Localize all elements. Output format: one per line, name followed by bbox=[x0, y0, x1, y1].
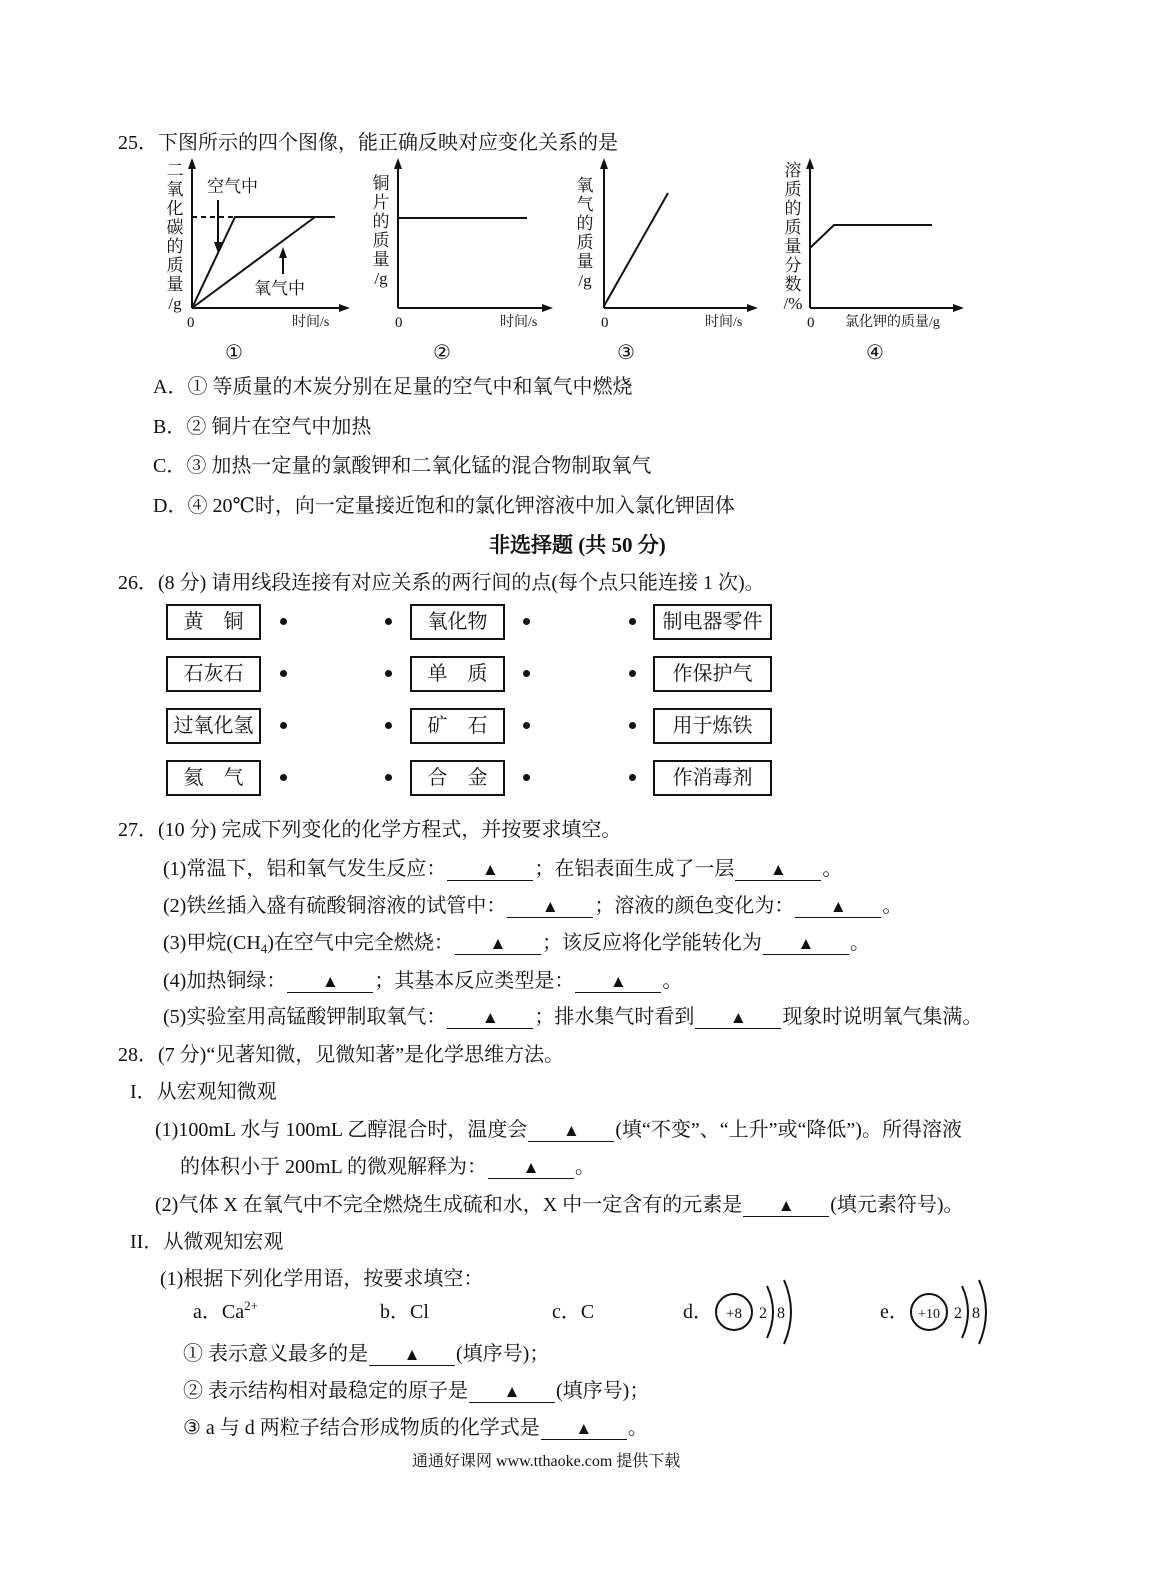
text-segment: )在空气中完全燃烧： bbox=[267, 932, 454, 954]
answer-blank: ▲ bbox=[795, 897, 881, 918]
y-axis-label-char: 质 bbox=[784, 218, 802, 237]
chem-symbol-a bbox=[193, 1300, 258, 1324]
y-axis-label-char: 溶 bbox=[784, 161, 802, 180]
graph-3 bbox=[600, 158, 758, 312]
answer-blank: ▲ bbox=[528, 1121, 614, 1142]
y-axis-label-char: 量 bbox=[576, 252, 594, 271]
q26-connect-dot bbox=[280, 670, 287, 677]
q27-item-4 bbox=[163, 969, 682, 993]
text-segment: (3)甲烷(CH bbox=[163, 932, 261, 954]
q26-connect-dot bbox=[523, 670, 530, 677]
graph-3-origin-label: 0 bbox=[601, 315, 609, 331]
q26-connect-dot bbox=[385, 618, 392, 625]
q28-part2-question-2 bbox=[183, 1379, 649, 1403]
text-segment: (填元素符号)。 bbox=[830, 1194, 964, 1216]
q28-part1-line-3 bbox=[155, 1193, 964, 1217]
graph-4-y-axis-arrow bbox=[806, 158, 814, 169]
q26-connect-dot bbox=[280, 722, 287, 729]
answer-blank: ▲ bbox=[447, 860, 533, 881]
q25-stem: 25．下图所示的四个图像，能正确反映对应变化关系的是 bbox=[118, 132, 618, 154]
q28-part2-intro: (1)根据下列化学用语，按要求填空： bbox=[160, 1268, 484, 1290]
text-segment: 的体积小于 200mL 的微观解释为： bbox=[180, 1156, 488, 1178]
text-segment: (4)加热铜绿： bbox=[163, 970, 287, 992]
q26-left-box-4: 氦 气 bbox=[166, 760, 261, 796]
y-axis-label-char: 分 bbox=[784, 256, 802, 275]
graph-3-curve bbox=[604, 193, 668, 306]
text-segment: 。 bbox=[822, 858, 843, 880]
q26-left-box-2: 石灰石 bbox=[166, 656, 261, 692]
answer-blank: ▲ bbox=[763, 934, 849, 955]
graph-1-y-axis-label bbox=[163, 161, 187, 313]
graph-2-origin-label: 0 bbox=[395, 315, 403, 331]
atom-structure-diagram-e bbox=[907, 1278, 991, 1346]
text-segment: 现象时说明氧气集满。 bbox=[782, 1006, 983, 1028]
y-axis-label-char: 铜 bbox=[372, 174, 390, 193]
text-segment: (2)气体 X 在氧气中不完全燃烧生成硫和水，X 中一定含有的元素是 bbox=[155, 1194, 743, 1216]
q28-stem: 28．(7 分)“见著知微，见微知著”是化学思维方法。 bbox=[118, 1044, 565, 1066]
y-axis-label-char: 质 bbox=[372, 231, 390, 250]
q26-connect-dot bbox=[629, 774, 636, 781]
atom-d-shell-2-count: 8 bbox=[777, 1305, 785, 1322]
graph-3-x-axis-arrow bbox=[747, 304, 758, 312]
graph-4-x-axis-label: 氯化钾的质量/g bbox=[845, 315, 940, 330]
answer-blank: ▲ bbox=[287, 972, 373, 993]
q26-connect-dot bbox=[523, 618, 530, 625]
q28-part2-question-1 bbox=[183, 1342, 549, 1366]
answer-blank: ▲ bbox=[507, 897, 593, 918]
y-axis-label-char: 的 bbox=[784, 199, 802, 218]
graph-3-y-axis-label bbox=[573, 176, 597, 290]
y-axis-label-char: 质 bbox=[784, 180, 802, 199]
text-segment: (填序号)； bbox=[456, 1343, 550, 1365]
text-segment: ；其基本反应类型是： bbox=[374, 970, 575, 992]
y-axis-label-char: /g bbox=[578, 271, 592, 290]
answer-blank: ▲ bbox=[575, 972, 661, 993]
answer-blank: ▲ bbox=[541, 1419, 627, 1440]
text-segment: (2)铁丝插入盛有硫酸铜溶液的试管中： bbox=[163, 895, 507, 917]
q26-left-box-1: 黄 铜 bbox=[166, 604, 261, 640]
y-axis-label-char: 质 bbox=[166, 256, 184, 275]
graph-2-x-axis-label: 时间/s bbox=[500, 315, 538, 330]
atom-d-nucleus-charge: +8 bbox=[726, 1306, 742, 1322]
q26-right-box-2: 作保护气 bbox=[653, 656, 772, 692]
q25-option-b: B．② 铜片在空气中加热 bbox=[153, 416, 372, 438]
q26-connect-dot bbox=[280, 618, 287, 625]
graph-4-origin-label: 0 bbox=[807, 315, 815, 331]
text-segment: c．C bbox=[552, 1301, 595, 1323]
y-axis-label-char: 量 bbox=[784, 237, 802, 256]
graph-1-oxygen-label: 氧气中 bbox=[254, 279, 305, 298]
q26-right-box-3: 用于炼铁 bbox=[653, 708, 772, 744]
y-axis-label-char: 质 bbox=[576, 233, 594, 252]
graph-4-x-axis-arrow bbox=[953, 304, 964, 312]
q27-item-2 bbox=[163, 894, 902, 918]
text-segment: 。 bbox=[575, 1156, 596, 1178]
text-segment: (填“不变”、“上升”或“降低”)。所得溶液 bbox=[615, 1119, 962, 1141]
y-axis-label-char: /% bbox=[783, 294, 803, 313]
y-axis-label-char: 碳 bbox=[166, 218, 184, 237]
text-segment: ② 表示结构相对最稳定的原子是 bbox=[183, 1380, 468, 1402]
y-axis-label-char: 量 bbox=[372, 250, 390, 269]
graph-1-y-axis-arrow bbox=[188, 158, 196, 169]
y-axis-label-char: 气 bbox=[576, 195, 594, 214]
graph-2-y-axis-label bbox=[369, 174, 393, 288]
y-axis-label-char: 化 bbox=[166, 199, 184, 218]
text-segment: ；排水集气时看到 bbox=[534, 1006, 695, 1028]
q26-middle-box-4: 合 金 bbox=[410, 760, 505, 796]
graph-1-oxygen-arrowhead bbox=[279, 247, 287, 258]
graph-1-origin-label: 0 bbox=[187, 315, 195, 331]
q27-stem: 27．(10 分) 完成下列变化的化学方程式，并按要求填空。 bbox=[118, 819, 622, 841]
answer-blank: ▲ bbox=[735, 860, 821, 881]
answer-blank: ▲ bbox=[369, 1345, 455, 1366]
y-axis-label-char: 片 bbox=[372, 193, 390, 212]
graph-1-number: ① bbox=[225, 342, 243, 364]
atom-d-shell-arc-2 bbox=[784, 1280, 791, 1344]
q26-connect-dot bbox=[385, 722, 392, 729]
q26-right-box-4: 作消毒剂 bbox=[653, 760, 772, 796]
graph-4 bbox=[806, 158, 964, 312]
atom-e-shell-arc-1 bbox=[962, 1286, 968, 1338]
q26-connect-dot bbox=[523, 722, 530, 729]
q28-part1-line-2 bbox=[180, 1155, 595, 1179]
graph-2-number: ② bbox=[433, 342, 451, 364]
q26-connect-dot bbox=[385, 670, 392, 677]
q26-right-box-1: 制电器零件 bbox=[653, 604, 772, 640]
section-heading: 非选择题 (共 50 分) bbox=[489, 533, 666, 557]
atom-d-label: d． bbox=[683, 1301, 713, 1323]
graph-2-y-axis-arrow bbox=[394, 158, 402, 169]
q26-connect-dot bbox=[629, 722, 636, 729]
q26-stem: 26．(8 分) 请用线段连接有对应关系的两行间的点(每个点只能连接 1 次)。 bbox=[118, 572, 765, 594]
y-axis-label-char: 的 bbox=[166, 237, 184, 256]
text-segment: ① 表示意义最多的是 bbox=[183, 1343, 368, 1365]
atom-e-shell-arc-2 bbox=[979, 1280, 986, 1344]
q26-connect-dot bbox=[280, 774, 287, 781]
q28-part2-title: II．从微观知宏观 bbox=[130, 1231, 284, 1253]
q26-middle-box-2: 单 质 bbox=[410, 656, 505, 692]
q28-part1-line-1 bbox=[155, 1118, 962, 1142]
text-segment: 。 bbox=[849, 932, 870, 954]
graph-2 bbox=[394, 158, 553, 312]
graph-2-x-axis-arrow bbox=[542, 304, 553, 312]
y-axis-label-char: 氧 bbox=[166, 180, 184, 199]
q25-option-d: D．④ 20℃时，向一定量接近饱和的氯化钾溶液中加入氯化钾固体 bbox=[153, 495, 735, 517]
text-segment: (1)100mL 水与 100mL 乙醇混合时，温度会 bbox=[155, 1119, 528, 1141]
text-segment: 。 bbox=[662, 970, 683, 992]
page-footer: 通通好课网 www.tthaoke.com 提供下载 bbox=[412, 1453, 681, 1470]
graph-1-x-axis-label: 时间/s bbox=[292, 315, 330, 330]
atom-d-shell-1-count: 2 bbox=[759, 1305, 767, 1322]
answer-blank: ▲ bbox=[455, 934, 541, 955]
atom-e-label: e． bbox=[880, 1301, 909, 1323]
y-axis-label-char: 的 bbox=[576, 214, 594, 233]
y-axis-label-char: 二 bbox=[166, 161, 184, 180]
graph-4-y-axis-label bbox=[781, 161, 805, 313]
text-segment: (5)实验室用高锰酸钾制取氧气： bbox=[163, 1006, 447, 1028]
graph-4-curve bbox=[810, 225, 932, 248]
atom-e-nucleus-charge: +10 bbox=[918, 1307, 940, 1322]
y-axis-label-char: 量 bbox=[166, 275, 184, 294]
q25-option-c: C．③ 加热一定量的氯酸钾和二氧化锰的混合物制取氧气 bbox=[153, 455, 652, 477]
answer-blank: ▲ bbox=[447, 1008, 533, 1029]
y-axis-label-char: 的 bbox=[372, 212, 390, 231]
y-axis-label-char: 数 bbox=[784, 275, 802, 294]
subscript: 4 bbox=[260, 941, 268, 956]
graph-1-x-axis-arrow bbox=[339, 304, 350, 312]
answer-blank: ▲ bbox=[743, 1196, 829, 1217]
q26-middle-box-3: 矿 石 bbox=[410, 708, 505, 744]
q28-part2-question-3 bbox=[183, 1416, 648, 1440]
graph-3-number: ③ bbox=[617, 342, 635, 364]
y-axis-label-char: /g bbox=[168, 294, 182, 313]
y-axis-label-char: /g bbox=[374, 269, 388, 288]
atom-structure-diagram-d bbox=[712, 1278, 796, 1346]
q27-item-5 bbox=[163, 1005, 982, 1029]
q27-item-3 bbox=[163, 931, 870, 955]
text-segment: (1)常温下，铝和氧气发生反应： bbox=[163, 858, 447, 880]
q25-option-a: A．① 等质量的木炭分别在足量的空气中和氧气中燃烧 bbox=[153, 376, 633, 398]
chem-symbol-c bbox=[552, 1300, 594, 1324]
graph-1-air-label: 空气中 bbox=[207, 177, 258, 196]
q27-item-1 bbox=[163, 857, 842, 881]
text-segment: a．Ca bbox=[193, 1301, 245, 1323]
q26-connect-dot bbox=[629, 670, 636, 677]
text-segment: (填序号)； bbox=[556, 1380, 650, 1402]
answer-blank: ▲ bbox=[695, 1008, 781, 1029]
q26-left-box-3: 过氧化氢 bbox=[166, 708, 261, 744]
q26-connect-dot bbox=[523, 774, 530, 781]
text-segment: b．Cl bbox=[380, 1301, 429, 1323]
text-segment: ③ a 与 d 两粒子结合形成物质的化学式是 bbox=[183, 1417, 540, 1439]
q26-connect-dot bbox=[385, 774, 392, 781]
graph-3-x-axis-label: 时间/s bbox=[705, 315, 743, 330]
superscript: 2+ bbox=[244, 1298, 258, 1313]
chem-symbol-b bbox=[380, 1300, 429, 1324]
y-axis-label-char: 氧 bbox=[576, 176, 594, 195]
graph-3-y-axis-arrow bbox=[600, 158, 608, 169]
atom-e-shell-1-count: 2 bbox=[954, 1305, 962, 1322]
answer-blank: ▲ bbox=[469, 1382, 555, 1403]
q28-part1-title: I．从宏观知微观 bbox=[130, 1081, 277, 1103]
text-segment: ；溶液的颜色变化为： bbox=[594, 895, 795, 917]
text-segment: 。 bbox=[627, 1417, 648, 1439]
graph-4-number: ④ bbox=[866, 342, 884, 364]
q26-connect-dot bbox=[629, 618, 636, 625]
text-segment: 。 bbox=[882, 895, 903, 917]
atom-e-shell-2-count: 8 bbox=[972, 1305, 980, 1322]
answer-blank: ▲ bbox=[488, 1158, 574, 1179]
q26-middle-box-1: 氧化物 bbox=[410, 604, 505, 640]
atom-d-shell-arc-1 bbox=[767, 1286, 773, 1338]
text-segment: ；在铝表面生成了一层 bbox=[534, 858, 735, 880]
text-segment: ；该反应将化学能转化为 bbox=[541, 932, 762, 954]
